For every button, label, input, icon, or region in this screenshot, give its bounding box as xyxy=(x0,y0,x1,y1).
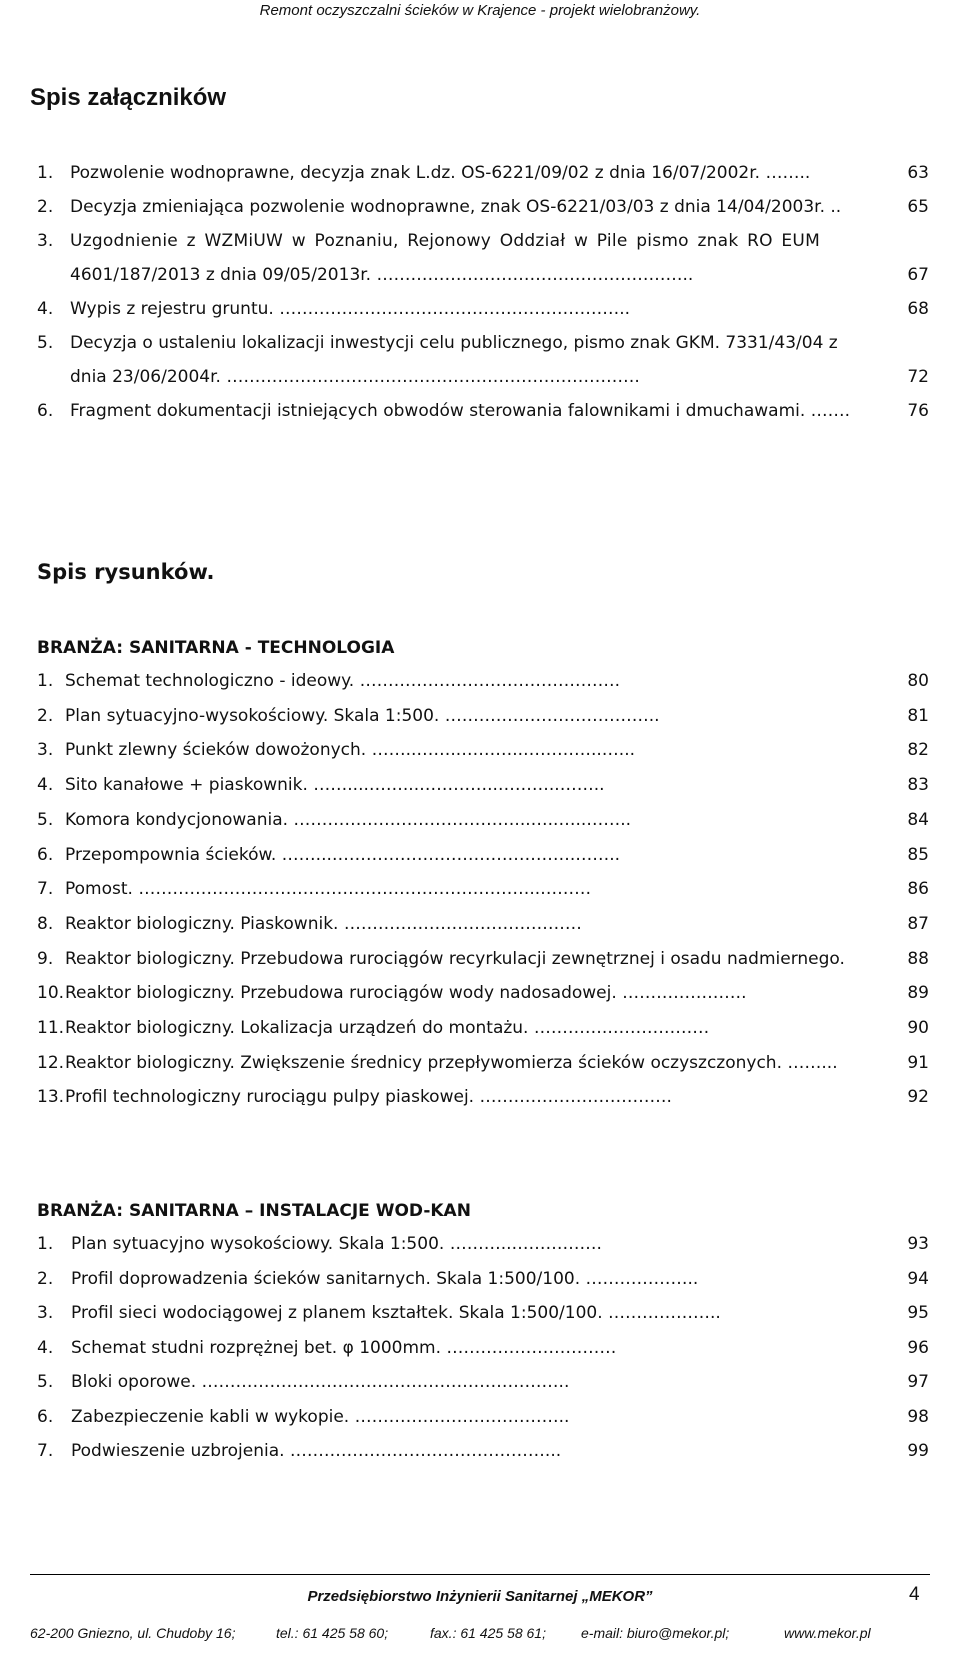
footer-page-number: 4 xyxy=(909,1584,920,1605)
running-header: Remont oczyszczalni ścieków w Krajence - projekt wielobranżowy. xyxy=(259,2,701,19)
item-text: Fragment dokumentacji istniejących obwodów sterowania falownikami i dmuchawami. ……. xyxy=(70,401,851,421)
item-text: Decyzja o ustaleniu lokalizacji inwestycji celu publicznego, pismo znak GKM. 7331/43/04 z xyxy=(70,333,838,353)
item-number: 3. xyxy=(37,740,54,761)
item-text: Reaktor biologiczny. Zwiększenie średnicy przepływomierza ścieków oczyszczonych. ……... xyxy=(65,1052,838,1073)
item-number: 8. xyxy=(37,913,54,934)
footer-tel: tel.: 61 425 58 60; xyxy=(276,1625,389,1641)
item-text: 4601/187/2013 z dnia 09/05/2013r. ……………………………………………….. xyxy=(70,265,694,285)
item-text: Pozwolenie wodnoprawne, decyzja znak L.dz. OS-6221/09/02 z dnia 16/07/2002r. …….. xyxy=(70,163,811,183)
item-text: Przepompownia ścieków. ……...…………………………………….…….. xyxy=(65,844,621,865)
item-number: 4. xyxy=(37,299,54,319)
footer-address: 62-200 Gniezno, ul. Chudoby 16; xyxy=(30,1625,236,1641)
item-number: 1. xyxy=(37,1234,54,1254)
item-text: Profil doprowadzenia ścieków sanitarnych. Skala 1:500/100. ……………….. xyxy=(71,1268,699,1289)
item-text: Wypis z rejestru gruntu. …………………………………………………….. xyxy=(70,299,631,319)
item-number: 4. xyxy=(37,775,54,796)
item-text: Sito kanałowe + piaskownik. ……....……...…………..………..…….. xyxy=(65,775,605,796)
item-text: Profil technologiczny rurociągu pulpy piaskowej. ……………………………. xyxy=(65,1087,672,1108)
item-number: 5. xyxy=(37,809,54,830)
item-text: Bloki oporowe. ……………………………………………………….. xyxy=(71,1372,570,1392)
drawings-title: Spis rysunków. xyxy=(37,560,215,584)
item-number: 1. xyxy=(37,671,54,691)
item-text: Reaktor biologiczny. Lokalizacja urządzeń do montażu. ………….……………… xyxy=(65,1018,710,1038)
item-text: Pomost. ……………………………………………………………..……… xyxy=(65,879,592,900)
item-text: Reaktor biologiczny. Przebudowa rurociągów wody nadosadowej. …………………. xyxy=(65,983,747,1004)
section-title-wodkan: BRANŻA: SANITARNA – INSTALACJE WOD-KAN xyxy=(37,1201,471,1221)
section-title-technology: BRANŻA: SANITARNA - TECHNOLOGIA xyxy=(37,638,395,658)
footer-fax: fax.: 61 425 58 61; xyxy=(430,1625,546,1641)
item-number: 4. xyxy=(37,1337,54,1358)
item-number: 9. xyxy=(37,948,54,969)
footer-email[interactable]: e-mail: biuro@mekor.pl; xyxy=(581,1625,730,1641)
item-number: 2. xyxy=(37,705,54,726)
item-number: 3. xyxy=(37,231,54,251)
item-text: Reaktor biologiczny. Piaskownik. …………………………………… xyxy=(65,913,582,934)
item-number: 7. xyxy=(37,879,54,900)
item-text: Uzgodnienie z WZMiUW w Poznaniu, Rejonowy Oddział w Pile pismo znak RO EUM xyxy=(70,231,821,251)
item-text: Komora kondycjonowania. …………………………………...…..…..…….. xyxy=(65,809,632,830)
item-text: Schemat studni rozprężnej bet. φ 1000mm. ………………………… xyxy=(71,1337,617,1358)
item-text: Plan sytuacyjno-wysokościowy. Skala 1:500. ……………………………….. xyxy=(65,705,660,726)
item-number: 10. xyxy=(37,983,65,1004)
item-text: Zabezpieczenie kabli w wykopie. ……………………………….. xyxy=(71,1406,570,1427)
item-number: 11. xyxy=(37,1018,65,1038)
item-number: 13. xyxy=(37,1087,65,1108)
item-number: 5. xyxy=(37,333,54,353)
item-text: Schemat technologiczno - ideowy. ………………………………………. xyxy=(65,671,620,691)
footer-divider xyxy=(30,1574,930,1575)
footer-company: Przedsiębiorstwo Inżynierii Sanitarnej „MEKOR” xyxy=(307,1588,653,1605)
item-number: 6. xyxy=(37,844,54,865)
item-text: Profil sieci wodociągowej z planem kształtek. Skala 1:500/100. ……………….. xyxy=(71,1303,721,1323)
item-number: 3. xyxy=(37,1303,54,1323)
item-number: 6. xyxy=(37,1406,54,1427)
item-text: Podwieszenie uzbrojenia. ………………………………………... xyxy=(71,1441,562,1461)
item-text: Punkt zlewny ścieków dowożonych. ……..……..………..…………..…... xyxy=(65,740,636,761)
item-text: Reaktor biologiczny. Przebudowa rurociągów recyrkulacji zewnętrznej i osadu nadmiernego. xyxy=(65,948,845,969)
item-number: 5. xyxy=(37,1372,54,1392)
item-number: 2. xyxy=(37,1268,54,1289)
item-text: Decyzja zmieniająca pozwolenie wodnoprawne, znak OS-6221/03/03 z dnia 14/04/2003r. .. xyxy=(70,197,842,217)
item-number: 12. xyxy=(37,1052,65,1073)
footer-website[interactable]: www.mekor.pl xyxy=(784,1625,871,1641)
attachments-title: Spis załączników xyxy=(30,84,227,111)
item-number: 6. xyxy=(37,401,54,421)
item-text: Plan sytuacyjno wysokościowy. Skala 1:500. ………..……………. xyxy=(71,1234,602,1254)
item-number: 7. xyxy=(37,1441,54,1461)
item-text: dnia 23/06/2004r. ………………………………………………………………. xyxy=(70,367,640,387)
item-number: 2. xyxy=(37,197,54,217)
item-number: 1. xyxy=(37,163,54,183)
